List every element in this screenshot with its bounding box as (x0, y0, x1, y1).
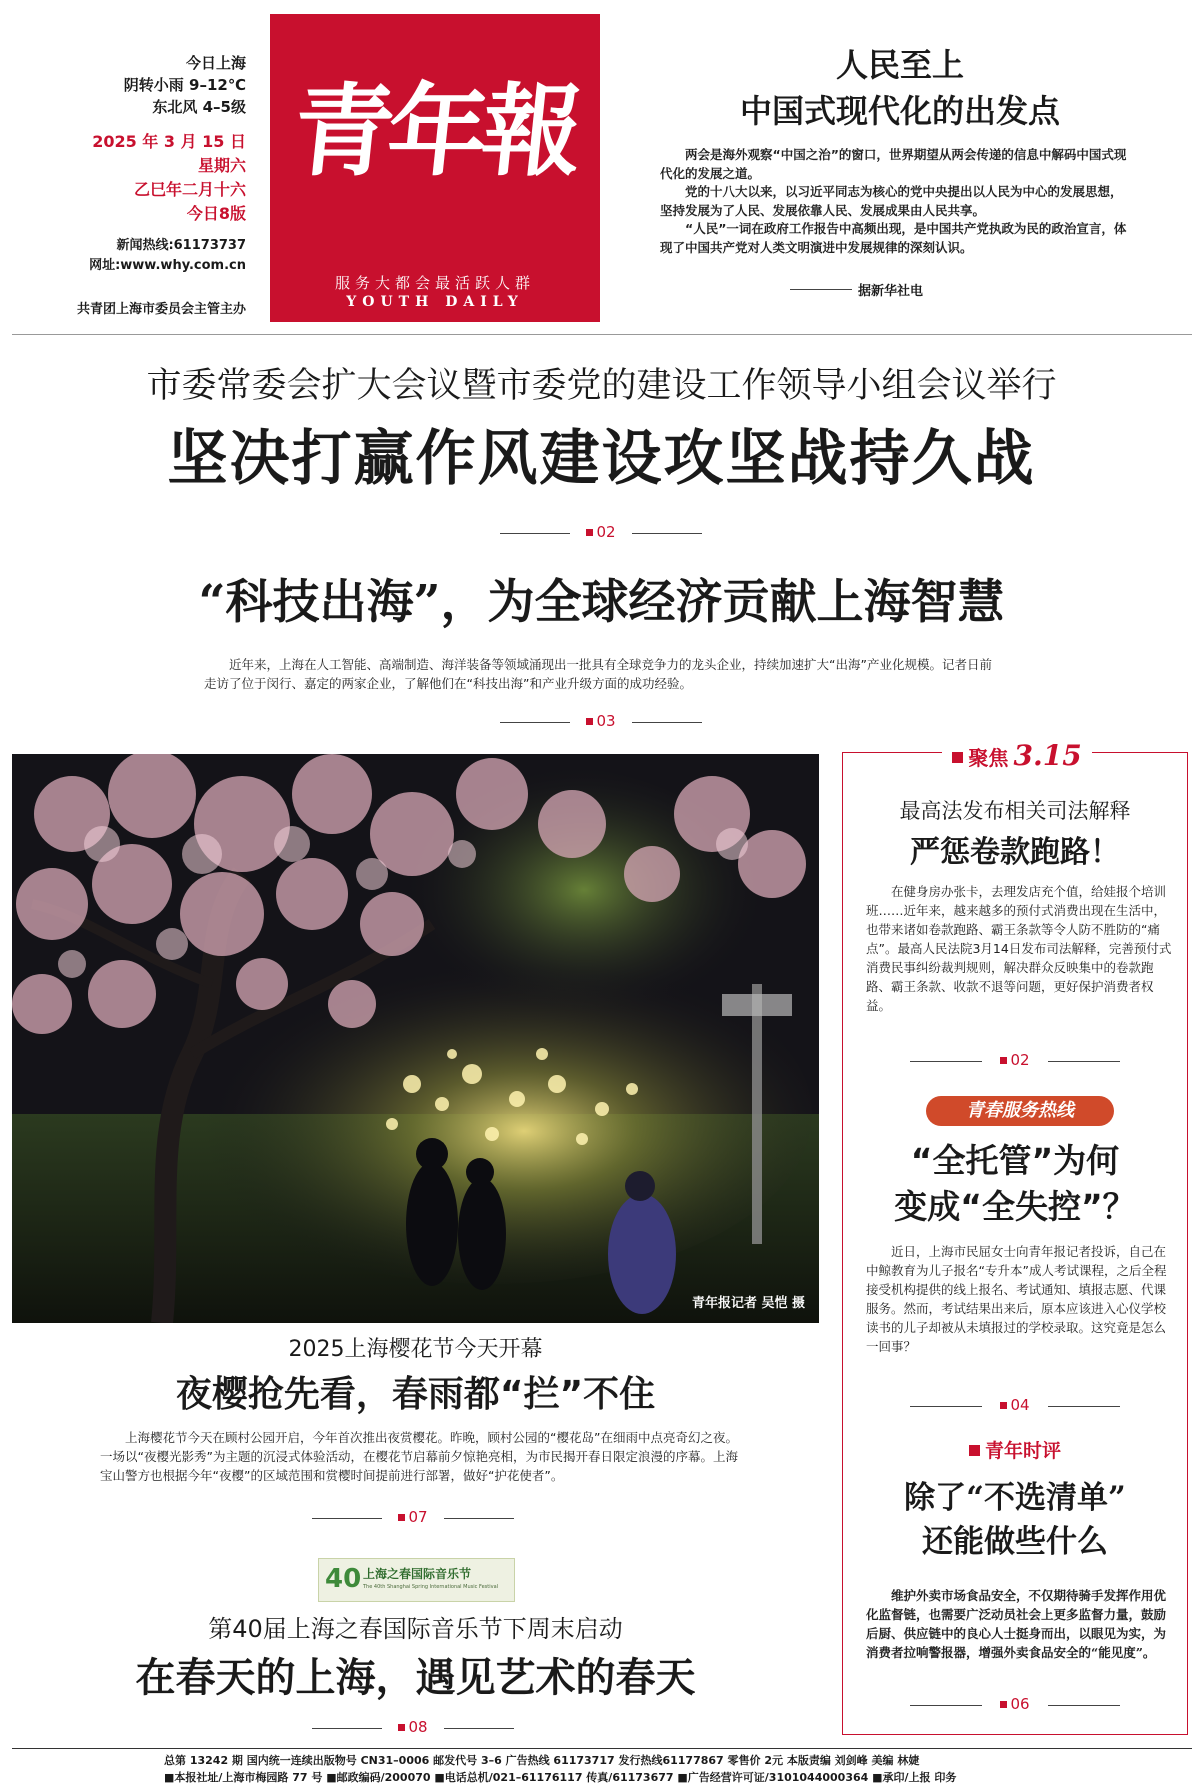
focus-date: 3.15 (1013, 739, 1082, 772)
lead-paragraph: 两会是海外观察“中国之治”的窗口，世界期望从两会传递的信息中解码中国式现代化的发展之道。 (660, 147, 1127, 181)
music-festival-logo (318, 1558, 515, 1602)
sponsor-line: 共青团上海市委员会主管主办 (76, 302, 246, 317)
logo-number: 40 (325, 1564, 362, 1594)
logo-slogan: 服务大都会最活跃人群 (334, 274, 535, 292)
s1-kicker[interactable]: 最高法发布相关司法解释 (899, 799, 1131, 823)
page-ref-number: 02 (1010, 1051, 1030, 1069)
footer-line-1: 总第 13242 期 国内统一连续出版物号 CN31–0006 邮发代号 3–6 广告热线 61173717 发行热线61177867 零售价 2元 本版责编 刘剑峰 美编 林婕 (164, 1754, 920, 1767)
footer-line-2: ■本报社址/上海市梅园路 77 号 ■邮政编码/200070 ■电话总机/021–61176117 传真/61173677 ■广告经营许可证/3101044000364 ■承印/上报 印务 (164, 1771, 957, 1784)
page-ref-s3[interactable] (955, 1695, 1075, 1713)
issue-date: 2025 年 3 月 15 日 (92, 132, 246, 151)
tech-title[interactable]: “科技出海”，为全球经济贡献上海智慧 (198, 575, 1005, 630)
page-ref-number: 04 (1010, 1396, 1030, 1414)
logo-english-text: The 40th Shanghai Spring International Music Festival (363, 1584, 499, 1590)
page-ref-08[interactable] (353, 1718, 473, 1736)
cherry-blossom-photo[interactable] (12, 754, 819, 1323)
lead-paragraph: “人民”一词在政府工作报告中高频出现，是中国共产党执政为民的政治宣言，体现了中国共产党对人类文明演进中发展规律的深刻认识。 (660, 221, 1127, 255)
ref-rule (1048, 1061, 1120, 1062)
masthead-logo (270, 14, 600, 322)
s3-body: 维护外卖市场食品安全，不仅期待骑手发挥作用优化监督链，也需要广泛动员社会上更多监督力量，鼓励后厨、供应链中的良心人士挺身而出，以眼见为实，为消费者拉响警报器，增强外卖食品安全的“能见度”。 (866, 1588, 1167, 1660)
ref-rule (1048, 1705, 1120, 1706)
photo-illustration (12, 754, 819, 1323)
page-ref-s2[interactable] (955, 1396, 1075, 1414)
lead-body (660, 146, 1132, 257)
s2-title-2[interactable]: 变成“全失控”？ (894, 1187, 1136, 1226)
focus-header (942, 738, 1092, 778)
news-hotline: 新闻热线:61173737 (116, 238, 246, 253)
sakura-title[interactable]: 夜樱抢先看，春雨都“拦”不住 (175, 1374, 656, 1415)
lead-title-2[interactable]: 中国式现代化的出发点 (739, 92, 1060, 130)
logo-english: YOUTH DAILY (346, 294, 524, 310)
weather-label: 今日上海 (185, 54, 246, 72)
tech-body: 近年来，上海在人工智能、高端制造、海洋装备等领域涌现出一批具有全球竞争力的龙头企业，持续加速扩大“出海”产业化规模。记者日前走访了位于闵行、嘉定的两家企业，了解他们在“科技出海”和产业升级方面的成功经验。 (204, 657, 992, 691)
page-ref-number: 08 (408, 1718, 428, 1736)
headline-main[interactable]: 坚决打赢作风建设攻坚战持久战 (167, 424, 1036, 494)
hotline-badge: 青春服务热线 (926, 1096, 1114, 1126)
music-kicker[interactable]: 第40届上海之春国际音乐节下周末启动 (208, 1615, 623, 1643)
page-ref-02[interactable] (541, 523, 661, 541)
page-ref-number: 07 (408, 1508, 428, 1526)
ref-rule (1048, 1406, 1120, 1407)
masthead-info (20, 52, 246, 276)
lead-title-1[interactable]: 人民至上 (835, 46, 964, 84)
issue-pages: 今日8版 (186, 204, 246, 223)
page-ref-number: 06 (1010, 1695, 1030, 1713)
masthead-divider (12, 334, 1192, 335)
lead-paragraph: 党的十八大以来，以习近平同志为核心的党中央提出以人民为中心的发展思想，坚持发展为了人民、发展依靠人民、发展成果由人民共享。 (660, 184, 1123, 218)
website[interactable]: 网址:www.why.com.cn (89, 258, 246, 273)
s2-body: 近日，上海市民屈女士向青年报记者投诉，自己在中鲸教育为儿子报名“专升本”成人考试课程，之后全程接受机构提供的线上报名、考试通知、填报志愿、代课服务。然而，考试结果出来后，原本应该进入心仪学校读书的儿子却被从未填报过的学校录取。这究竟是怎么一回事？ (866, 1244, 1167, 1354)
lead-source: 据新华社电 (858, 284, 924, 299)
comment-square-icon (969, 1445, 980, 1456)
issue-lunar: 乙巳年二月十六 (133, 180, 246, 199)
wind-info: 东北风 4–5级 (152, 98, 246, 116)
logo-wordmark: 青年報 (287, 72, 583, 190)
photo-credit: 青年报记者 吴恺 摄 (691, 1296, 805, 1311)
page-ref-03[interactable] (541, 712, 661, 730)
issue-weekday: 星期六 (197, 156, 246, 175)
s1-body: 在健身房办张卡，去理发店充个值，给娃报个培训班……近年来，越来越多的预付式消费出现在生活中，也带来诸如卷款跑路、霸王条款等令人防不胜防的“痛点”。最高人民法院3月14日发布司法解释，完善预付式消费民事纠纷裁判规则，解决群众反映集中的卷款跑路、霸王条款、收款不退等问题，更好保护消费者权益。 (866, 884, 1172, 1013)
sakura-body: 上海樱花节今天在顾村公园开启，今年首次推出夜赏樱花。昨晚，顾村公园的“樱花岛”在细雨中点亮奇幻之夜。一场以“夜樱光影秀”为主题的沉浸式体验活动，在樱花节启幕前夕惊艳亮相，为市民揭开春日限定浪漫的序幕。上海宝山警方也根据今年“夜樱”的区域范围和赏樱时间提前进行部署，做好“护花使者”。 (100, 1430, 738, 1483)
s3-title-2[interactable]: 还能做些什么 (922, 1524, 1108, 1560)
focus-label: 聚焦 (968, 746, 1009, 770)
headline-kicker[interactable]: 市委常委会扩大会议暨市委党的建设工作领导小组会议举行 (146, 366, 1057, 406)
comment-label: 青年时评 (985, 1440, 1062, 1462)
source-rule-left (790, 289, 852, 290)
s3-title-1[interactable]: 除了“不选清单” (904, 1480, 1126, 1516)
page-ref-number: 03 (596, 712, 616, 730)
focus-square-icon (952, 752, 963, 763)
ref-rule (444, 1728, 514, 1729)
s2-title-1[interactable]: “全托管”为何 (910, 1141, 1120, 1180)
s1-title[interactable]: 严惩卷款跑路！ (910, 835, 1120, 870)
music-title[interactable]: 在春天的上海，遇见艺术的春天 (135, 1655, 696, 1701)
comment-header (842, 1436, 1188, 1467)
footer-rule (12, 1748, 1192, 1749)
ref-rule (632, 722, 702, 723)
ref-rule (444, 1518, 514, 1519)
page-ref-number: 02 (596, 523, 616, 541)
logo-chinese: 上海之春国际音乐节 (363, 1567, 472, 1581)
page-ref-s1[interactable] (955, 1051, 1075, 1069)
sakura-kicker[interactable]: 2025上海樱花节今天开幕 (288, 1337, 543, 1362)
ref-rule (632, 533, 702, 534)
page-ref-07[interactable] (353, 1508, 473, 1526)
weather-desc: 阴转小雨 9–12℃ (123, 76, 246, 94)
